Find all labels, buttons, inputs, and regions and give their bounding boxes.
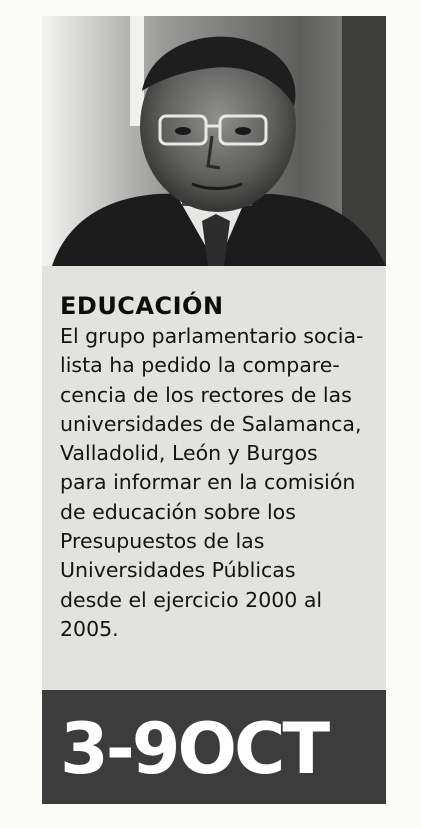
date-band	[42, 690, 386, 804]
article-headline: EDUCACIÓN	[60, 292, 224, 320]
article-text	[60, 292, 380, 644]
body-line: universidades de Salamanca,	[60, 411, 362, 436]
portrait-photo	[42, 16, 386, 266]
body-line: para informar en la comisión	[60, 470, 356, 495]
date-label: 3-9OCT	[60, 708, 328, 790]
body-line: El grupo parlamentario socia-	[60, 324, 364, 348]
body-line: Valladolid, León y Burgos	[60, 441, 318, 466]
article-body	[60, 322, 380, 644]
body-line: Presupuestos de las	[60, 529, 265, 554]
news-clipping	[42, 16, 386, 804]
body-line: Universidades Públicas	[60, 558, 296, 583]
body-line: 2005.	[60, 616, 119, 641]
body-line: desde el ejercicio 2000 al	[60, 587, 323, 612]
body-line: cencia de los rectores de las	[60, 382, 352, 407]
body-line: lista ha pedido la compare-	[60, 353, 340, 378]
body-line: de educación sobre los	[60, 499, 296, 524]
portrait-illustration	[42, 16, 386, 266]
